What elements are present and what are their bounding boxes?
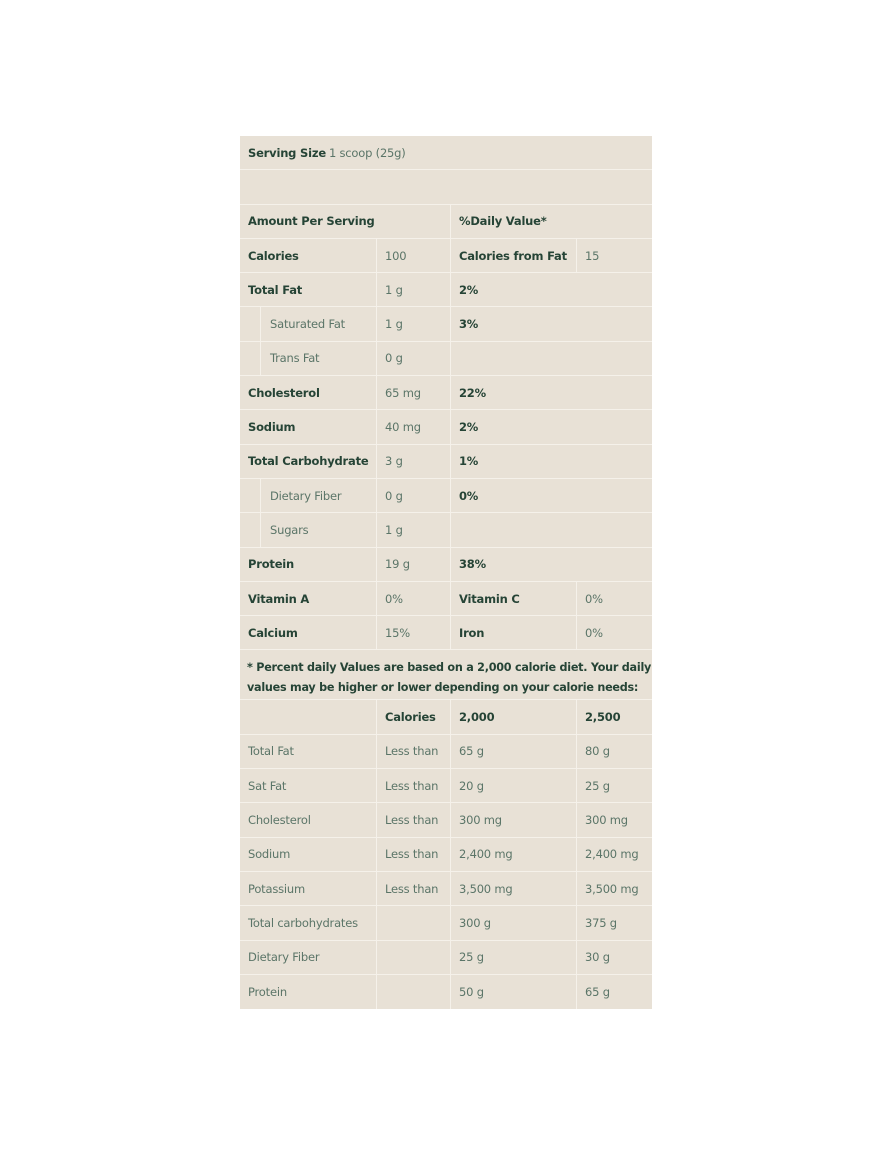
nutrient-amount: 1 g (376, 273, 450, 306)
nutrient-row (240, 342, 652, 376)
nutrient-label: Cholesterol (248, 385, 320, 400)
reference-cell: Less than (376, 735, 450, 768)
daily-value-label: %Daily Value* (450, 205, 652, 238)
reference-header-cell: 2,500 (576, 700, 652, 733)
reference-cell: 3,500 mg (576, 872, 652, 905)
nutrient-row (240, 445, 652, 479)
calories-row (240, 239, 652, 273)
vitamin-row (240, 582, 652, 616)
nutrient-daily-value: 22% (450, 376, 652, 409)
reference-cell: Sodium (248, 847, 291, 862)
nutrient-amount: 19 g (376, 548, 450, 581)
amount-per-serving-label: Amount Per Serving (248, 214, 375, 229)
vitamin-value: 0% (576, 616, 652, 649)
vitamin-label: Calcium (248, 625, 298, 640)
serving-size-value: 1 scoop (25g) (328, 145, 406, 160)
indent-spacer (240, 342, 260, 375)
reference-cell (376, 975, 450, 1009)
vitamin-row (240, 616, 652, 650)
serving-size-cell (240, 136, 652, 169)
vitamin-label: Vitamin C (450, 582, 576, 615)
nutrient-amount: 65 mg (376, 376, 450, 409)
vitamin-value: 0% (376, 582, 450, 615)
reference-cell: 300 mg (576, 803, 652, 836)
nutrient-label: Total Fat (248, 282, 303, 297)
reference-cell: 30 g (576, 941, 652, 974)
reference-cell: Total carbohydrates (248, 915, 358, 930)
nutrient-amount: 1 g (376, 513, 450, 546)
vitamin-label: Iron (450, 616, 576, 649)
nutrient-amount: 40 mg (376, 410, 450, 443)
nutrient-row (240, 410, 652, 444)
nutrient-label: Total Carbohydrate (248, 454, 369, 469)
nutrition-facts-panel (240, 136, 652, 1009)
reference-row (240, 906, 652, 940)
nutrient-daily-value (450, 342, 652, 375)
reference-cell: Less than (376, 769, 450, 802)
nutrient-daily-value: 2% (450, 273, 652, 306)
nutrient-amount: 0 g (376, 479, 450, 512)
nutrient-row (240, 307, 652, 341)
vitamin-label: Vitamin A (248, 591, 310, 606)
amount-header-row (240, 205, 652, 239)
vitamin-value: 15% (376, 616, 450, 649)
calories-from-fat-label: Calories from Fat (450, 239, 576, 272)
reference-cell: Sat Fat (248, 778, 287, 793)
calories-value: 100 (376, 239, 450, 272)
reference-row (240, 838, 652, 872)
nutrient-label: Sugars (260, 513, 376, 546)
reference-cell: 65 g (576, 975, 652, 1009)
nutrient-label: Dietary Fiber (260, 479, 376, 512)
serving-size-row (240, 136, 652, 170)
reference-cell: 20 g (450, 769, 576, 802)
reference-cell: 2,400 mg (450, 838, 576, 871)
nutrient-row (240, 376, 652, 410)
reference-row (240, 975, 652, 1009)
nutrient-label: Protein (248, 557, 295, 572)
nutrient-row (240, 548, 652, 582)
reference-cell: Cholesterol (248, 812, 311, 827)
vitamin-value: 0% (576, 582, 652, 615)
reference-cell: 300 g (450, 906, 576, 939)
nutrient-amount: 0 g (376, 342, 450, 375)
nutrient-amount: 1 g (376, 307, 450, 340)
reference-header-cell: 2,000 (450, 700, 576, 733)
footnote-line: values may be higher or lower depending on your calorie needs: (247, 681, 639, 695)
reference-cell: Dietary Fiber (248, 950, 320, 965)
nutrient-daily-value: 38% (450, 548, 652, 581)
reference-header-row (240, 700, 652, 734)
nutrient-daily-value: 2% (450, 410, 652, 443)
nutrient-daily-value: 3% (450, 307, 652, 340)
reference-cell: 300 mg (450, 803, 576, 836)
reference-row (240, 941, 652, 975)
calories-from-fat-value: 15 (576, 239, 652, 272)
spacer-row (240, 170, 652, 204)
reference-cell: Less than (376, 872, 450, 905)
reference-header-cell: Calories (376, 700, 450, 733)
nutrient-row (240, 479, 652, 513)
reference-cell: Less than (376, 838, 450, 871)
nutrient-label: Trans Fat (260, 342, 376, 375)
reference-cell: Protein (248, 984, 287, 999)
indent-spacer (240, 479, 260, 512)
reference-cell: Potassium (248, 881, 305, 896)
reference-cell: 25 g (576, 769, 652, 802)
nutrient-label: Sodium (248, 420, 296, 435)
nutrient-label: Saturated Fat (260, 307, 376, 340)
nutrient-daily-value (450, 513, 652, 546)
nutrient-daily-value: 1% (450, 445, 652, 478)
reference-row (240, 872, 652, 906)
reference-cell: 50 g (450, 975, 576, 1009)
nutrient-row (240, 273, 652, 307)
reference-cell: Less than (376, 803, 450, 836)
calories-label: Calories (248, 248, 299, 263)
indent-spacer (240, 307, 260, 340)
nutrient-amount: 3 g (376, 445, 450, 478)
reference-row (240, 803, 652, 837)
reference-cell: 375 g (576, 906, 652, 939)
reference-cell: 2,400 mg (576, 838, 652, 871)
footnote-line: * Percent daily Values are based on a 2,000 calorie diet. Your daily (247, 661, 652, 675)
reference-cell (376, 941, 450, 974)
reference-row (240, 769, 652, 803)
nutrient-row (240, 513, 652, 547)
reference-cell: 25 g (450, 941, 576, 974)
daily-value-footnote (240, 650, 652, 700)
reference-cell: Total Fat (248, 744, 294, 759)
reference-cell: 65 g (450, 735, 576, 768)
reference-cell (376, 906, 450, 939)
reference-cell: 3,500 mg (450, 872, 576, 905)
reference-cell: 80 g (576, 735, 652, 768)
reference-header-cell (240, 700, 376, 733)
indent-spacer (240, 513, 260, 546)
reference-row (240, 735, 652, 769)
serving-size-label: Serving Size (248, 145, 326, 160)
nutrient-daily-value: 0% (450, 479, 652, 512)
